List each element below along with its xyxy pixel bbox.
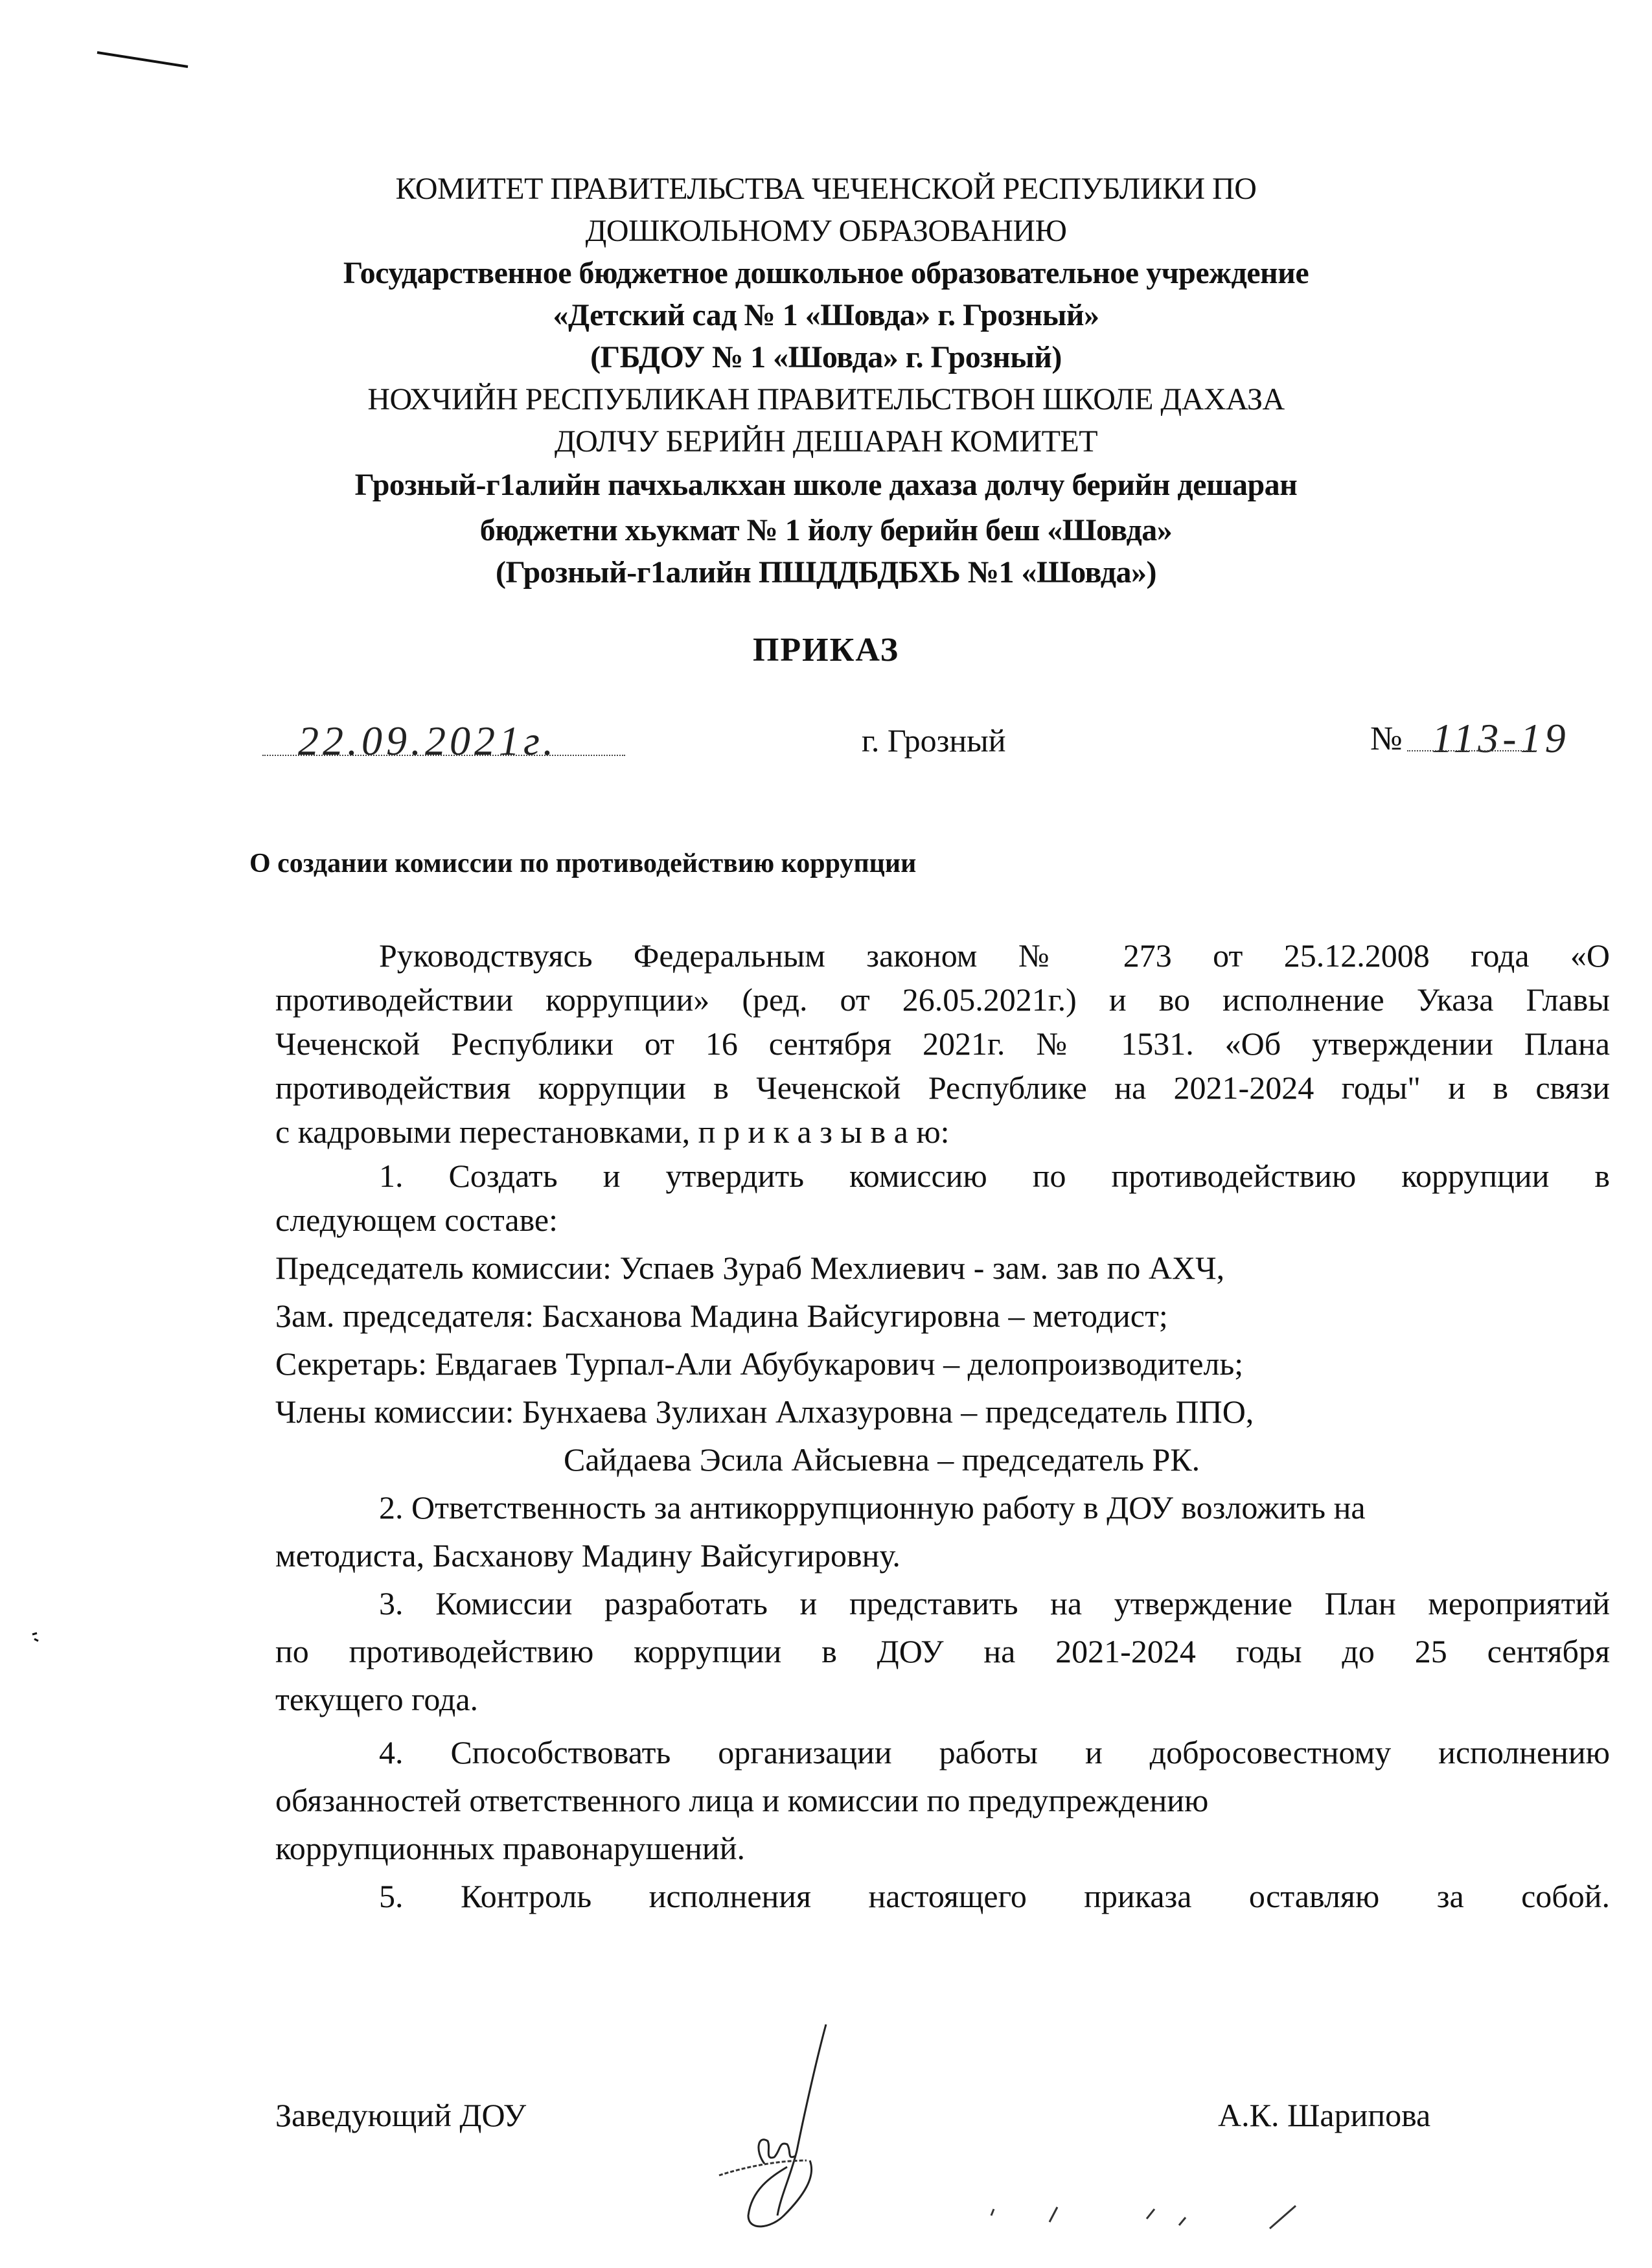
body-line: Чеченской Республики от 16 сентября 2021г. № 1531. «Об утверждении Плана	[275, 1025, 1610, 1062]
letterhead-line: НОХЧИЙН РЕСПУБЛИКАН ПРАВИТЕЛЬСТВОН ШКОЛЕ ДАХАЗА	[367, 382, 1285, 417]
number-underline	[1407, 750, 1537, 751]
letterhead-line: Грозный-г1алийн пачхьалкхан школе дахаза долчу берийн дешаран	[354, 468, 1298, 502]
body-line: 2. Ответственность за антикоррупционную работу в ДОУ возложить на	[379, 1489, 1366, 1526]
scan-noise	[985, 2199, 1309, 2238]
document-date: 22.09.2021г.	[298, 718, 558, 764]
document-number: 113-19	[1432, 715, 1570, 761]
body-line: с кадровыми перестановками, п р и к а з ы в а ю:	[275, 1114, 950, 1150]
letterhead-line: (Грозный-г1алийн ПШДДБДБХЬ №1 «Шовда»)	[495, 555, 1157, 590]
handwritten-signature	[719, 2021, 888, 2235]
member-line: Секретарь: Евдагаев Турпал-Али Абубукарович – делопроизводитель;	[275, 1346, 1244, 1382]
member-line: Зам. председателя: Басханова Мадина Вайсугировна – методист;	[275, 1298, 1168, 1334]
letterhead-line: КОМИТЕТ ПРАВИТЕЛЬСТВА ЧЕЧЕНСКОЙ РЕСПУБЛИКИ ПО	[395, 172, 1257, 206]
letterhead-line: бюджетни хьукмат № 1 йолу берийн беш «Шовда»	[479, 513, 1173, 547]
member-line: Сайдаева Эсила Айсыевна – председатель РК.	[564, 1441, 1200, 1478]
letterhead-line: Государственное бюджетное дошкольное образовательное учреждение	[343, 256, 1309, 290]
letterhead-line: ДОЛЧУ БЕРИЙН ДЕШАРАН КОМИТЕТ	[554, 424, 1098, 459]
date-underline	[262, 755, 625, 756]
signatory-name: А.К. Шарипова	[1218, 2097, 1431, 2133]
body-line: коррупционных правонарушений.	[275, 1830, 745, 1866]
member-line: Члены комиссии: Бунхаева Зулихан Алхазуровна – председатель ППО,	[275, 1393, 1254, 1430]
letterhead-line: (ГБДОУ № 1 «Шовда» г. Грозный)	[590, 340, 1062, 374]
document-city: г. Грозный	[862, 722, 1006, 759]
body-line: 4. Способствовать организации работы и добросовестному исполнению	[379, 1734, 1610, 1770]
letterhead-line: ДОШКОЛЬНОМУ ОБРАЗОВАНИЮ	[585, 214, 1067, 248]
letterhead-line: «Детский сад № 1 «Шовда» г. Грозный»	[553, 298, 1099, 332]
document-title: ПРИКАЗ	[752, 632, 900, 669]
member-line: Председатель комиссии: Успаев Зураб Мехлиевич - зам. зав по АХЧ,	[275, 1250, 1225, 1286]
body-line: 1. Создать и утвердить комиссию по противодействию коррупции в	[379, 1158, 1610, 1194]
body-line: текущего года.	[275, 1681, 479, 1717]
body-line: 3. Комиссии разработать и представить на утверждение План мероприятий	[379, 1585, 1610, 1621]
body-line: методиста, Басханову Мадину Вайсугировну.	[275, 1537, 901, 1574]
order-item-5: 5. Контроль исполнения настоящего приказа оставляю за собой.	[379, 1878, 1610, 1914]
body-line: обязанностей ответственного лица и комиссии по предупреждению	[275, 1782, 1209, 1818]
body-line: противодействия коррупции в Чеченской Республике на 2021-2024 годы" и в связи	[275, 1070, 1610, 1106]
body-line: Руководствуясь Федеральным законом № 273 от 25.12.2008 года «О	[379, 937, 1610, 974]
document-number-label: №	[1370, 720, 1403, 757]
scan-mark	[97, 49, 214, 74]
body-line: следующем составе:	[275, 1202, 558, 1238]
document-subject: О создании комиссии по противодействию коррупции	[249, 849, 917, 878]
signatory-position: Заведующий ДОУ	[275, 2097, 527, 2133]
body-line: противодействии коррупции» (ред. от 26.05.2021г.) и во исполнение Указа Главы	[275, 981, 1610, 1018]
scan-speck	[29, 1632, 49, 1652]
body-line: по противодействию коррупции в ДОУ на 2021-2024 годы до 25 сентября	[275, 1633, 1610, 1669]
